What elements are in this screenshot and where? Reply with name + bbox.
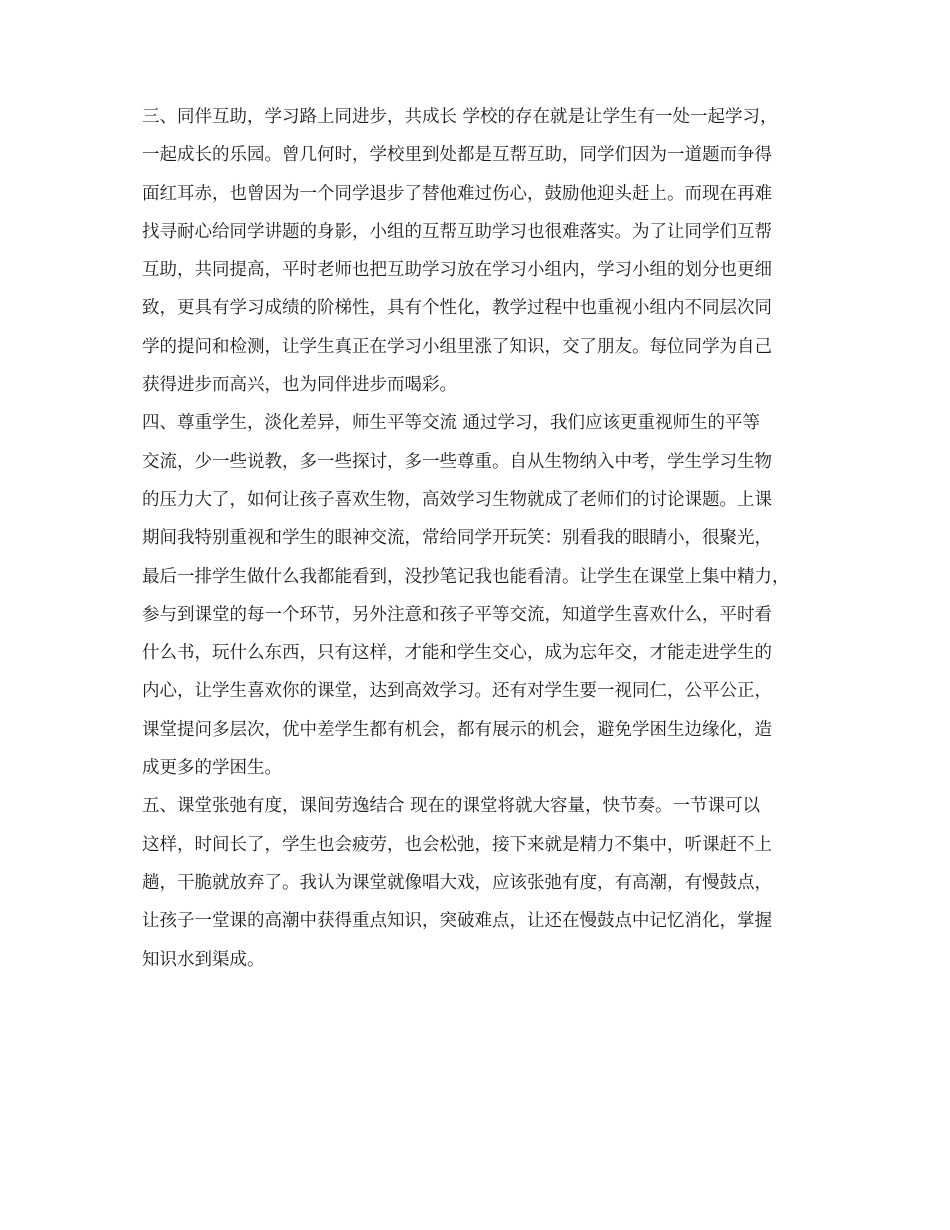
text-line: 学的提问和检测，让学生真正在学习小组里涨了知识，交了朋友。每位同学为自己 (142, 336, 772, 357)
paragraph-peer-assistance (142, 98, 814, 404)
text-line: 三、同伴互助，学习路上同进步，共成长 学校的存在就是让学生有一处一起学习， (142, 107, 778, 127)
text-line: 内心，让学生喜欢你的课堂，达到高效学习。还有对学生要一视同仁，公平公正， (142, 681, 772, 702)
text-line: 成更多的学困生。 (142, 758, 282, 779)
text-line: 知识水到渠成。 (142, 949, 265, 970)
paragraph-respect-students (142, 404, 814, 787)
text-line: 课堂提问多层次，优中差学生都有机会，都有展示的机会，避免学困生边缘化，造 (142, 719, 772, 740)
text-line: 什么书，玩什么东西，只有这样，才能和学生交心，成为忘年交，才能走进学生的 (142, 643, 772, 664)
text-line: 交流，少一些说教，多一些探讨，多一些尊重。自从生物纳入中考，学生学习生物 (142, 451, 772, 472)
text-line: 参与到课堂的每一个环节，另外注意和孩子平等交流，知道学生喜欢什么，平时看 (142, 604, 772, 625)
text-line: 四、尊重学生，淡化差异，师生平等交流 通过学习，我们应该更重视师生的平等 (142, 413, 761, 434)
text-line: 一起成长的乐园。曾几何时，学校里到处都是互帮互助，同学们因为一道题而争得 (142, 145, 772, 166)
text-line: 趟，干脆就放弃了。我认为课堂就像唱大戏，应该张弛有度，有高潮，有慢鼓点， (142, 872, 772, 893)
text-line: 面红耳赤，也曾因为一个同学退步了替他难过伤心，鼓励他迎头赶上。而现在再难 (142, 183, 772, 204)
text-line: 的压力大了，如何让孩子喜欢生物，高效学习生物就成了老师们的讨论课题。上课 (142, 489, 772, 510)
text-line: 这样，时间长了，学生也会疲劳，也会松弛，接下来就是精力不集中，听课赶不上 (142, 834, 772, 855)
text-line: 致，更具有学习成绩的阶梯性，具有个性化，教学过程中也重视小组内不同层次同 (142, 298, 772, 319)
text-line: 互助，共同提高，平时老师也把互助学习放在学习小组内，学习小组的划分也更细 (142, 260, 772, 281)
paragraph-classroom-rhythm (142, 787, 814, 978)
text-line: 让孩子一堂课的高潮中获得重点知识，突破难点，让还在慢鼓点中记忆消化，掌握 (142, 911, 772, 932)
text-line: 期间我特别重视和学生的眼神交流，常给同学开玩笑：别看我的眼睛小，很聚光， (142, 528, 772, 549)
document-body (142, 98, 814, 979)
text-line: 五、课堂张弛有度，课间劳逸结合 现在的课堂将就大容量，快节奏。一节课可以 (142, 796, 761, 817)
text-line: 最后一排学生做什么我都能看到，没抄笔记我也能看清。让学生在课堂上集中精力， (142, 566, 790, 587)
text-line: 获得进步而高兴，也为同伴进步而喝彩。 (142, 375, 457, 396)
text-line: 找寻耐心给同学讲题的身影，小组的互帮互助学习也很难落实。为了让同学们互帮 (142, 221, 772, 242)
